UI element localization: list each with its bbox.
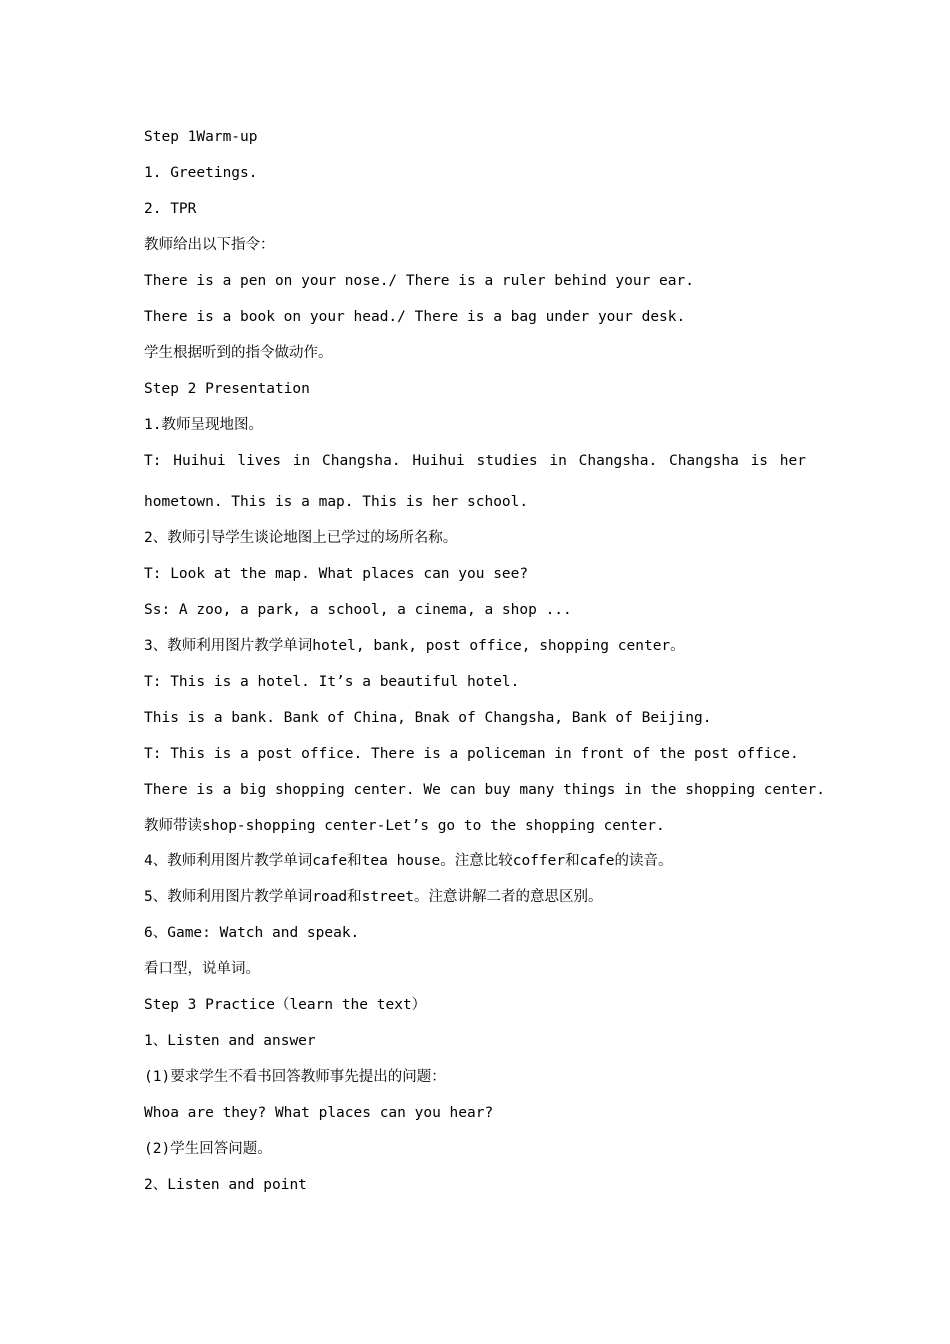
text-line: 1、Listen and answer <box>144 1033 316 1049</box>
text-line: 5、教师利用图片教学单词road和street。注意讲解二者的意思区别。 <box>144 889 603 905</box>
text-line: 3、教师利用图片教学单词hotel, bank, post office, shopping center。 <box>144 638 685 654</box>
text-line: 2、教师引导学生谈论地图上已学过的场所名称。 <box>144 530 458 546</box>
text-line: There is a book on your head./ There is a bag under your desk. <box>144 309 686 325</box>
text-line: 看口型，说单词。 <box>144 961 260 977</box>
text-line: T: Huihui lives in Changsha. Huihui studies in Changsha. Changsha is her <box>144 453 806 469</box>
text-line: hometown. This is a map. This is her school. <box>144 494 529 510</box>
text-line: (1)要求学生不看书回答教师事先提出的问题： <box>144 1069 446 1085</box>
text-line: This is a bank. Bank of China, Bnak of Changsha, Bank of Beijing. <box>144 710 712 726</box>
heading-step-3: Step 3 Practice（learn the text） <box>144 997 427 1013</box>
text-line: (2)学生回答问题。 <box>144 1141 272 1157</box>
heading-step-1: Step 1Warm-up <box>144 129 258 145</box>
text-line: 学生根据听到的指令做动作。 <box>144 345 333 361</box>
text-line: T: Look at the map. What places can you see? <box>144 566 529 582</box>
text-line: Ss: A zoo, a park, a school, a cinema, a shop ... <box>144 602 572 618</box>
text-line: 1.教师呈现地图。 <box>144 417 263 433</box>
text-line: 6、Game: Watch and speak. <box>144 925 360 941</box>
text-line: 教师给出以下指令： <box>144 237 275 253</box>
text-line: T: This is a hotel. It’s a beautiful hotel. <box>144 674 520 690</box>
text-line: 教师带读shop-shopping center-Let’s go to the shopping center. <box>144 818 665 834</box>
text-line: 4、教师利用图片教学单词cafe和tea house。注意比较coffer和cafe的读音。 <box>144 853 673 869</box>
text-line: T: This is a post office. There is a policeman in front of the post office. <box>144 746 799 762</box>
text-line: There is a big shopping center. We can buy many things in the shopping center. <box>144 782 825 798</box>
text-line: 1. Greetings. <box>144 165 258 181</box>
text-line: Whoa are they? What places can you hear? <box>144 1105 494 1121</box>
text-line: There is a pen on your nose./ There is a ruler behind your ear. <box>144 273 694 289</box>
text-line: 2、Listen and point <box>144 1177 307 1193</box>
heading-step-2: Step 2 Presentation <box>144 381 310 397</box>
text-line: 2. TPR <box>144 201 197 217</box>
